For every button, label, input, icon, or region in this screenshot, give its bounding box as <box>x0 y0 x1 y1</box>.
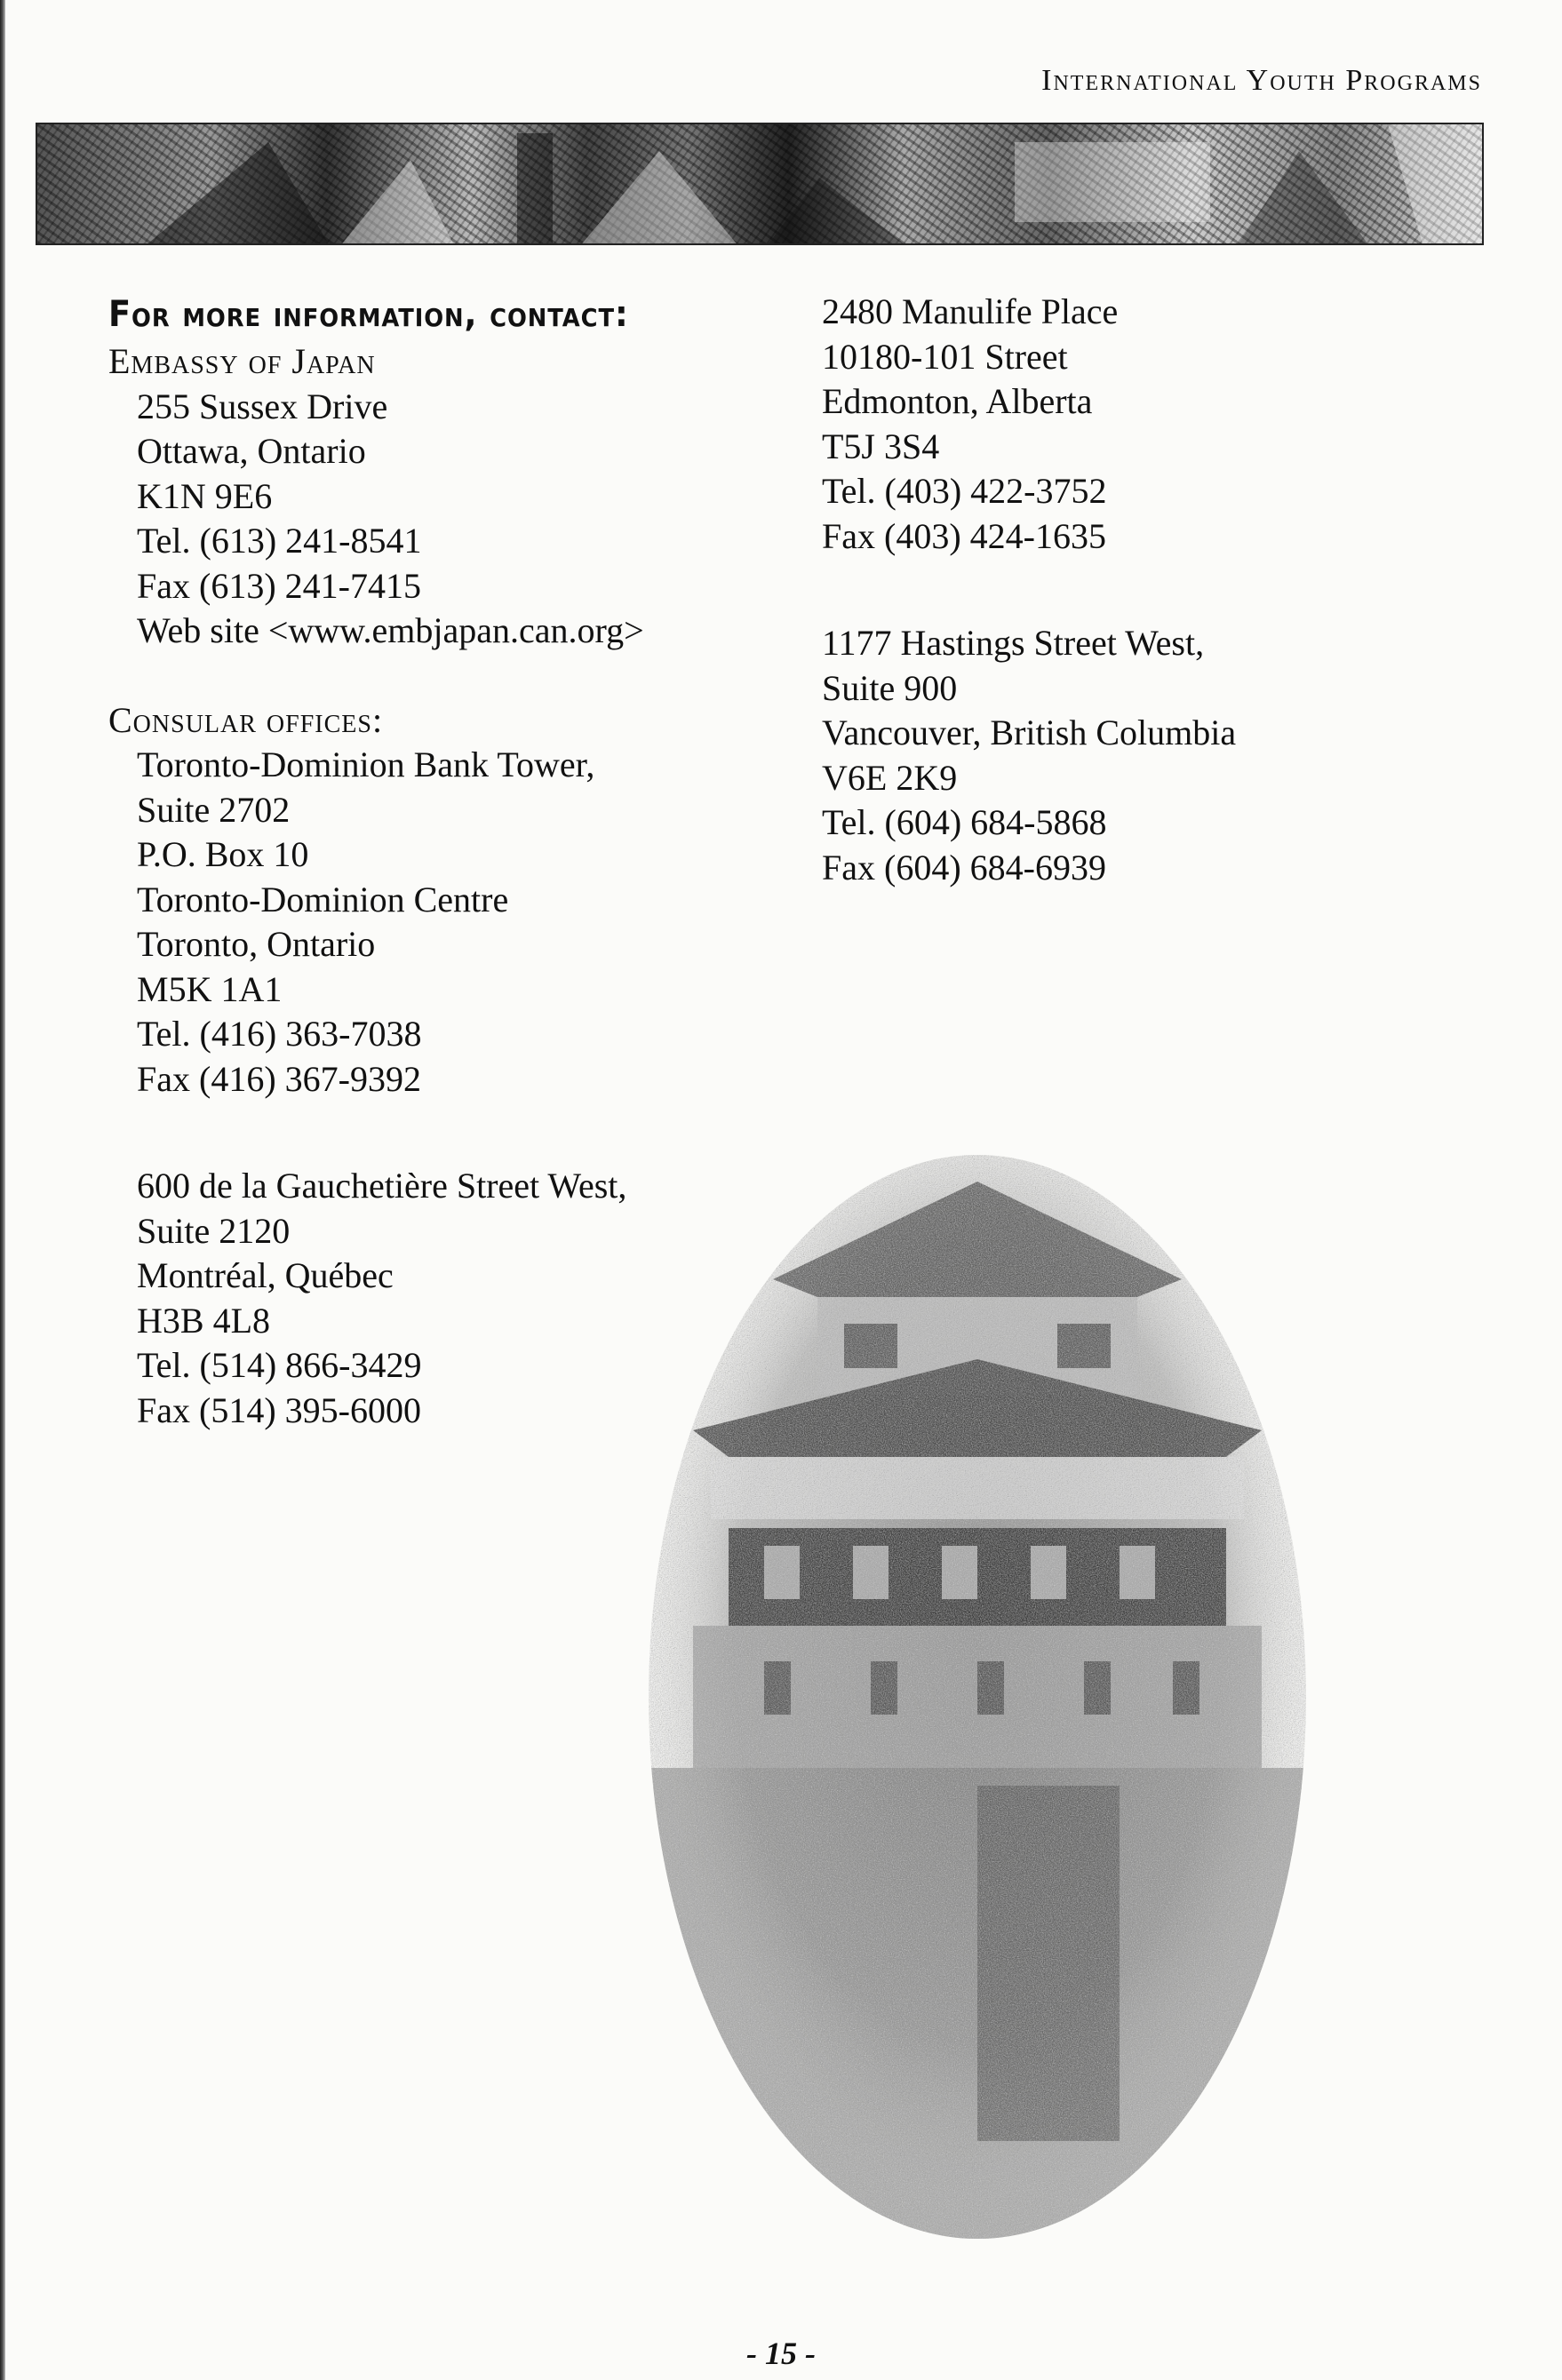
address-line: Ottawa, Ontario <box>137 431 366 471</box>
address-line: Toronto-Dominion Centre <box>137 879 509 919</box>
fax-line: Fax (613) 241-7415 <box>137 565 421 606</box>
left-column <box>108 290 730 1433</box>
embassy-heading: Embassy of Japan <box>108 341 376 381</box>
running-head: International Youth Programs <box>1041 64 1482 97</box>
phone-line: Tel. (514) 866-3429 <box>137 1345 422 1385</box>
toronto-office-address <box>108 743 730 1102</box>
address-line: Suite 900 <box>822 667 958 708</box>
phone-line: Tel. (403) 422-3752 <box>822 471 1107 511</box>
contact-heading: For more information, contact: <box>108 294 629 335</box>
address-line: P.O. Box 10 <box>137 834 309 874</box>
address-line: 255 Sussex Drive <box>137 386 388 426</box>
castle-illustration <box>640 1146 1315 2248</box>
address-line: M5K 1A1 <box>137 968 283 1009</box>
address-line: Edmonton, Alberta <box>822 381 1093 421</box>
vancouver-office-address <box>822 621 1462 890</box>
address-line: 2480 Manulife Place <box>822 291 1119 331</box>
address-line: V6E 2K9 <box>822 757 958 798</box>
banner-decoration <box>37 124 1484 245</box>
website-line: Web site <www.embjapan.can.org> <box>137 610 644 650</box>
address-line: K1N 9E6 <box>137 475 273 516</box>
address-line: Toronto, Ontario <box>137 924 376 964</box>
address-line: H3B 4L8 <box>137 1300 270 1341</box>
address-line: 600 de la Gauchetière Street West, <box>137 1166 627 1206</box>
address-line: 1177 Hastings Street West, <box>822 623 1205 663</box>
address-line: 10180-101 Street <box>822 336 1068 377</box>
fax-line: Fax (416) 367-9392 <box>137 1058 421 1099</box>
address-line: Suite 2702 <box>137 789 291 830</box>
embassy-address <box>108 385 730 654</box>
fax-line: Fax (403) 424-1635 <box>822 515 1106 556</box>
montreal-office-address <box>108 1164 730 1433</box>
phone-line: Tel. (604) 684-5868 <box>822 802 1107 842</box>
fax-line: Fax (604) 684-6939 <box>822 847 1106 888</box>
phone-line: Tel. (613) 241-8541 <box>137 521 422 561</box>
fax-line: Fax (514) 395-6000 <box>137 1389 421 1430</box>
address-line: Montréal, Québec <box>137 1255 394 1295</box>
header-banner-image <box>36 123 1484 245</box>
address-line: T5J 3S4 <box>822 426 940 466</box>
phone-line: Tel. (416) 363-7038 <box>137 1014 422 1054</box>
address-line: Toronto-Dominion Bank Tower, <box>137 744 595 784</box>
consular-offices-heading: Consular offices: <box>108 699 384 740</box>
page-number: - 15 - <box>746 2336 816 2371</box>
page-edge-shadow <box>0 0 5 2380</box>
address-line: Vancouver, British Columbia <box>822 712 1237 752</box>
edmonton-office-address <box>822 290 1462 559</box>
japanese-castle-photo <box>640 1146 1315 2248</box>
address-line: Suite 2120 <box>137 1210 291 1251</box>
right-column <box>822 290 1462 890</box>
